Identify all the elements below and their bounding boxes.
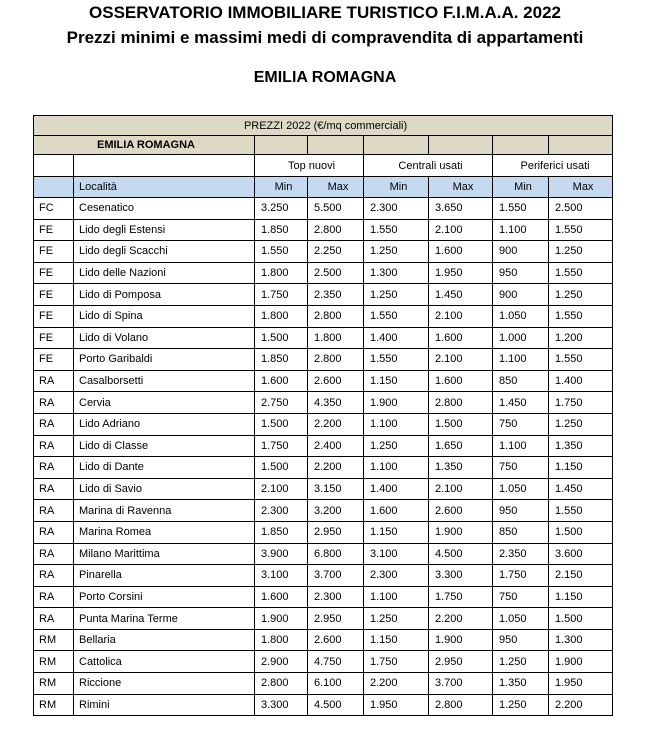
top-nuovi-max-cell: 1.800 xyxy=(308,327,364,349)
periferici-usati-min-cell: 1.450 xyxy=(493,392,549,414)
location-cell: Cattolica xyxy=(74,651,255,673)
table-row xyxy=(34,673,613,695)
top-nuovi-min-cell: 1.500 xyxy=(255,327,308,349)
centrali-usati-max-cell: 2.200 xyxy=(429,608,493,630)
top-nuovi-min-cell: 2.750 xyxy=(255,392,308,414)
centrali-usati-max-cell: 3.650 xyxy=(429,198,493,220)
periferici-usati-max-cell: 1.350 xyxy=(549,435,613,457)
table-row xyxy=(34,349,613,371)
province-cell: RM xyxy=(34,694,74,716)
location-cell: Milano Marittima xyxy=(74,543,255,565)
centrali-usati-max-cell: 1.600 xyxy=(429,370,493,392)
table-row xyxy=(34,694,613,716)
centrali-usati-min-cell: 1.400 xyxy=(364,327,429,349)
top-nuovi-max-cell: 6.100 xyxy=(308,673,364,695)
location-cell: Marina di Ravenna xyxy=(74,500,255,522)
province-cell: RA xyxy=(34,565,74,587)
table-row xyxy=(34,521,613,543)
centrali-usati-max-cell: 2.800 xyxy=(429,392,493,414)
centrali-usati-min-cell: 1.950 xyxy=(364,694,429,716)
centrali-usati-max-cell: 1.950 xyxy=(429,262,493,284)
centrali-usati-max-cell: 1.600 xyxy=(429,327,493,349)
periferici-usati-min-cell: 1.000 xyxy=(493,327,549,349)
province-cell: FE xyxy=(34,349,74,371)
periferici-usati-max-cell: 1.550 xyxy=(549,349,613,371)
periferici-usati-min-cell: 950 xyxy=(493,262,549,284)
centrali-usati-min-cell: 1.100 xyxy=(364,457,429,479)
top-nuovi-min-cell: 1.800 xyxy=(255,305,308,327)
top-nuovi-max-cell: 2.400 xyxy=(308,435,364,457)
periferici-usati-max-cell: 1.250 xyxy=(549,413,613,435)
periferici-usati-min-cell: 1.750 xyxy=(493,565,549,587)
table-row xyxy=(34,413,613,435)
location-cell: Lido degli Scacchi xyxy=(74,241,255,263)
table-row xyxy=(34,543,613,565)
centrali-usati-min-cell: 2.300 xyxy=(364,198,429,220)
centrali-usati-min-cell: 1.750 xyxy=(364,651,429,673)
location-header: Località xyxy=(74,177,255,198)
province-cell: RA xyxy=(34,370,74,392)
periferici-usati-min-cell: 2.350 xyxy=(493,543,549,565)
periferici-usati-max-cell: 1.500 xyxy=(549,521,613,543)
centrali-usati-max-cell: 2.100 xyxy=(429,305,493,327)
location-cell: Lido di Savio xyxy=(74,478,255,500)
periferici-usati-min-cell: 900 xyxy=(493,284,549,306)
location-cell: Rimini xyxy=(74,694,255,716)
top-nuovi-max-cell: 4.350 xyxy=(308,392,364,414)
centrali-usati-min-cell: 1.100 xyxy=(364,413,429,435)
top-nuovi-min-cell: 3.300 xyxy=(255,694,308,716)
centrali-usati-max-cell: 3.700 xyxy=(429,673,493,695)
top-nuovi-min-cell: 3.900 xyxy=(255,543,308,565)
location-cell: Pinarella xyxy=(74,565,255,587)
province-cell: FC xyxy=(34,198,74,220)
table-row xyxy=(34,457,613,479)
top-nuovi-min-cell: 1.800 xyxy=(255,629,308,651)
location-cell: Riccione xyxy=(74,673,255,695)
periferici-usati-min-cell: 1.100 xyxy=(493,435,549,457)
periferici-usati-min-cell: 1.050 xyxy=(493,478,549,500)
top-nuovi-max-cell: 2.800 xyxy=(308,219,364,241)
top-nuovi-min-cell: 1.850 xyxy=(255,219,308,241)
table-row xyxy=(34,392,613,414)
top-nuovi-max-cell: 2.600 xyxy=(308,629,364,651)
table-row xyxy=(34,500,613,522)
centrali-usati-max-cell: 1.750 xyxy=(429,586,493,608)
centrali-usati-min-cell: 1.300 xyxy=(364,262,429,284)
centrali-usati-max-cell: 2.100 xyxy=(429,349,493,371)
centrali-usati-max-cell: 2.100 xyxy=(429,478,493,500)
centrali-usati-min-cell: 1.250 xyxy=(364,608,429,630)
centrali-usati-min-cell: 1.600 xyxy=(364,500,429,522)
region-label: EMILIA ROMAGNA xyxy=(34,136,255,155)
centrali-usati-max-cell: 1.500 xyxy=(429,413,493,435)
top-nuovi-max-cell: 3.700 xyxy=(308,565,364,587)
periferici-usati-min-cell: 850 xyxy=(493,521,549,543)
table-row xyxy=(34,586,613,608)
group-header-row xyxy=(34,155,613,177)
table-row xyxy=(34,565,613,587)
top-nuovi-min-cell: 1.600 xyxy=(255,586,308,608)
centrali-usati-max-cell: 1.650 xyxy=(429,435,493,457)
periferici-usati-min-cell: 750 xyxy=(493,586,549,608)
province-cell: RA xyxy=(34,500,74,522)
periferici-usati-min-cell: 950 xyxy=(493,500,549,522)
centrali-usati-min-cell: 1.400 xyxy=(364,478,429,500)
province-cell: FE xyxy=(34,219,74,241)
periferici-usati-min-cell: 750 xyxy=(493,413,549,435)
province-cell: RA xyxy=(34,392,74,414)
centrali-usati-max-cell: 1.350 xyxy=(429,457,493,479)
table-row xyxy=(34,284,613,306)
location-cell: Marina Romea xyxy=(74,521,255,543)
province-cell: RA xyxy=(34,413,74,435)
province-cell: RA xyxy=(34,543,74,565)
top-nuovi-min-cell: 1.850 xyxy=(255,349,308,371)
centrali-usati-max-cell: 1.600 xyxy=(429,241,493,263)
table-row xyxy=(34,262,613,284)
periferici-usati-min-cell: 900 xyxy=(493,241,549,263)
group-periferici-usati: Periferici usati xyxy=(493,155,613,177)
periferici-usati-max-cell: 1.550 xyxy=(549,305,613,327)
centrali-usati-min-cell: 1.150 xyxy=(364,629,429,651)
periferici-usati-max-cell: 1.250 xyxy=(549,241,613,263)
province-cell: RA xyxy=(34,435,74,457)
table-row xyxy=(34,370,613,392)
province-cell: RA xyxy=(34,586,74,608)
centrali-usati-max-cell: 2.950 xyxy=(429,651,493,673)
periferici-usati-max-cell: 1.500 xyxy=(549,608,613,630)
top-nuovi-min-cell: 1.850 xyxy=(255,521,308,543)
min-header: Min xyxy=(364,177,429,198)
top-nuovi-min-cell: 2.900 xyxy=(255,651,308,673)
group-centrali-usati: Centrali usati xyxy=(364,155,493,177)
location-cell: Lido Adriano xyxy=(74,413,255,435)
periferici-usati-min-cell: 1.050 xyxy=(493,305,549,327)
top-nuovi-min-cell: 1.500 xyxy=(255,457,308,479)
top-nuovi-max-cell: 2.950 xyxy=(308,521,364,543)
periferici-usati-min-cell: 1.550 xyxy=(493,198,549,220)
periferici-usati-max-cell: 1.550 xyxy=(549,262,613,284)
table-row xyxy=(34,608,613,630)
top-nuovi-min-cell: 1.800 xyxy=(255,262,308,284)
top-nuovi-max-cell: 2.250 xyxy=(308,241,364,263)
centrali-usati-min-cell: 1.250 xyxy=(364,241,429,263)
location-cell: Lido di Pomposa xyxy=(74,284,255,306)
top-nuovi-min-cell: 2.800 xyxy=(255,673,308,695)
document-title: OSSERVATORIO IMMOBILIARE TURISTICO F.I.M.A.A. 2022 xyxy=(89,3,561,22)
periferici-usati-max-cell: 1.300 xyxy=(549,629,613,651)
periferici-usati-max-cell: 2.200 xyxy=(549,694,613,716)
periferici-usati-max-cell: 2.500 xyxy=(549,198,613,220)
province-cell: RA xyxy=(34,521,74,543)
periferici-usati-max-cell: 1.150 xyxy=(549,457,613,479)
location-cell: Porto Corsini xyxy=(74,586,255,608)
location-cell: Cesenatico xyxy=(74,198,255,220)
top-nuovi-max-cell: 2.200 xyxy=(308,457,364,479)
periferici-usati-min-cell: 1.250 xyxy=(493,651,549,673)
min-header: Min xyxy=(255,177,308,198)
province-cell: RM xyxy=(34,629,74,651)
top-nuovi-max-cell: 3.200 xyxy=(308,500,364,522)
top-nuovi-max-cell: 5.500 xyxy=(308,198,364,220)
location-cell: Porto Garibaldi xyxy=(74,349,255,371)
location-cell: Lido di Spina xyxy=(74,305,255,327)
periferici-usati-max-cell: 1.450 xyxy=(549,478,613,500)
top-nuovi-min-cell: 1.550 xyxy=(255,241,308,263)
document-subtitle: Prezzi minimi e massimi medi di compravendita di appartamenti xyxy=(66,28,584,47)
province-cell: FE xyxy=(34,241,74,263)
province-cell: RA xyxy=(34,608,74,630)
centrali-usati-min-cell: 1.250 xyxy=(364,284,429,306)
province-cell: FE xyxy=(34,284,74,306)
periferici-usati-min-cell: 750 xyxy=(493,457,549,479)
table-row xyxy=(34,478,613,500)
periferici-usati-max-cell: 1.150 xyxy=(549,586,613,608)
centrali-usati-min-cell: 2.200 xyxy=(364,673,429,695)
table-caption-row xyxy=(34,116,613,136)
periferici-usati-max-cell: 1.550 xyxy=(549,500,613,522)
periferici-usati-min-cell: 950 xyxy=(493,629,549,651)
top-nuovi-min-cell: 1.750 xyxy=(255,284,308,306)
top-nuovi-max-cell: 2.200 xyxy=(308,413,364,435)
table-row xyxy=(34,435,613,457)
top-nuovi-max-cell: 2.600 xyxy=(308,370,364,392)
location-cell: Punta Marina Terme xyxy=(74,608,255,630)
top-nuovi-max-cell: 2.500 xyxy=(308,262,364,284)
province-cell: RM xyxy=(34,651,74,673)
top-nuovi-min-cell: 1.500 xyxy=(255,413,308,435)
table-row xyxy=(34,241,613,263)
centrali-usati-max-cell: 4.500 xyxy=(429,543,493,565)
top-nuovi-min-cell: 3.100 xyxy=(255,565,308,587)
periferici-usati-max-cell: 1.550 xyxy=(549,219,613,241)
location-cell: Lido di Volano xyxy=(74,327,255,349)
centrali-usati-max-cell: 2.600 xyxy=(429,500,493,522)
top-nuovi-max-cell: 3.150 xyxy=(308,478,364,500)
centrali-usati-max-cell: 1.900 xyxy=(429,629,493,651)
province-cell: FE xyxy=(34,305,74,327)
province-cell: FE xyxy=(34,262,74,284)
top-nuovi-max-cell: 2.800 xyxy=(308,349,364,371)
top-nuovi-min-cell: 2.100 xyxy=(255,478,308,500)
centrali-usati-min-cell: 3.100 xyxy=(364,543,429,565)
periferici-usati-max-cell: 1.400 xyxy=(549,370,613,392)
periferici-usati-min-cell: 1.350 xyxy=(493,673,549,695)
min-header: Min xyxy=(493,177,549,198)
periferici-usati-min-cell: 1.050 xyxy=(493,608,549,630)
province-cell: FE xyxy=(34,327,74,349)
centrali-usati-max-cell: 1.900 xyxy=(429,521,493,543)
top-nuovi-max-cell: 4.750 xyxy=(308,651,364,673)
periferici-usati-max-cell: 1.200 xyxy=(549,327,613,349)
top-nuovi-max-cell: 2.800 xyxy=(308,305,364,327)
location-cell: Bellaria xyxy=(74,629,255,651)
periferici-usati-max-cell: 1.950 xyxy=(549,673,613,695)
centrali-usati-min-cell: 1.550 xyxy=(364,305,429,327)
periferici-usati-max-cell: 1.750 xyxy=(549,392,613,414)
top-nuovi-max-cell: 2.350 xyxy=(308,284,364,306)
top-nuovi-min-cell: 1.600 xyxy=(255,370,308,392)
table-row xyxy=(34,305,613,327)
location-cell: Casalborsetti xyxy=(74,370,255,392)
table-row xyxy=(34,327,613,349)
table-row xyxy=(34,629,613,651)
top-nuovi-max-cell: 2.950 xyxy=(308,608,364,630)
location-cell: Lido di Dante xyxy=(74,457,255,479)
top-nuovi-min-cell: 3.250 xyxy=(255,198,308,220)
group-top-nuovi: Top nuovi xyxy=(255,155,364,177)
province-cell: RA xyxy=(34,478,74,500)
periferici-usati-min-cell: 850 xyxy=(493,370,549,392)
max-header: Max xyxy=(549,177,613,198)
location-cell: Lido degli Estensi xyxy=(74,219,255,241)
max-header: Max xyxy=(429,177,493,198)
centrali-usati-min-cell: 1.250 xyxy=(364,435,429,457)
table-row xyxy=(34,219,613,241)
centrali-usati-min-cell: 1.550 xyxy=(364,219,429,241)
periferici-usati-max-cell: 2.150 xyxy=(549,565,613,587)
periferici-usati-min-cell: 1.100 xyxy=(493,219,549,241)
table-row xyxy=(34,651,613,673)
column-header-row xyxy=(34,177,613,198)
periferici-usati-max-cell: 1.250 xyxy=(549,284,613,306)
centrali-usati-max-cell: 2.100 xyxy=(429,219,493,241)
max-header: Max xyxy=(308,177,364,198)
location-cell: Lido di Classe xyxy=(74,435,255,457)
centrali-usati-max-cell: 1.450 xyxy=(429,284,493,306)
centrali-usati-min-cell: 1.150 xyxy=(364,370,429,392)
table-row xyxy=(34,198,613,220)
centrali-usati-max-cell: 2.800 xyxy=(429,694,493,716)
centrali-usati-min-cell: 1.900 xyxy=(364,392,429,414)
region-row xyxy=(34,136,613,155)
centrali-usati-min-cell: 2.300 xyxy=(364,565,429,587)
periferici-usati-min-cell: 1.100 xyxy=(493,349,549,371)
periferici-usati-min-cell: 1.250 xyxy=(493,694,549,716)
price-table xyxy=(33,115,613,716)
top-nuovi-max-cell: 6.800 xyxy=(308,543,364,565)
province-cell: RM xyxy=(34,673,74,695)
province-cell: RA xyxy=(34,457,74,479)
table-caption: PREZZI 2022 (€/mq commerciali) xyxy=(34,116,613,136)
top-nuovi-min-cell: 1.900 xyxy=(255,608,308,630)
top-nuovi-max-cell: 2.300 xyxy=(308,586,364,608)
periferici-usati-max-cell: 1.900 xyxy=(549,651,613,673)
location-cell: Cervia xyxy=(74,392,255,414)
top-nuovi-min-cell: 2.300 xyxy=(255,500,308,522)
periferici-usati-max-cell: 3.600 xyxy=(549,543,613,565)
location-cell: Lido delle Nazioni xyxy=(74,262,255,284)
centrali-usati-min-cell: 1.550 xyxy=(364,349,429,371)
top-nuovi-max-cell: 4.500 xyxy=(308,694,364,716)
centrali-usati-min-cell: 1.150 xyxy=(364,521,429,543)
top-nuovi-min-cell: 1.750 xyxy=(255,435,308,457)
region-heading: EMILIA ROMAGNA xyxy=(253,69,397,86)
centrali-usati-min-cell: 1.100 xyxy=(364,586,429,608)
centrali-usati-max-cell: 3.300 xyxy=(429,565,493,587)
